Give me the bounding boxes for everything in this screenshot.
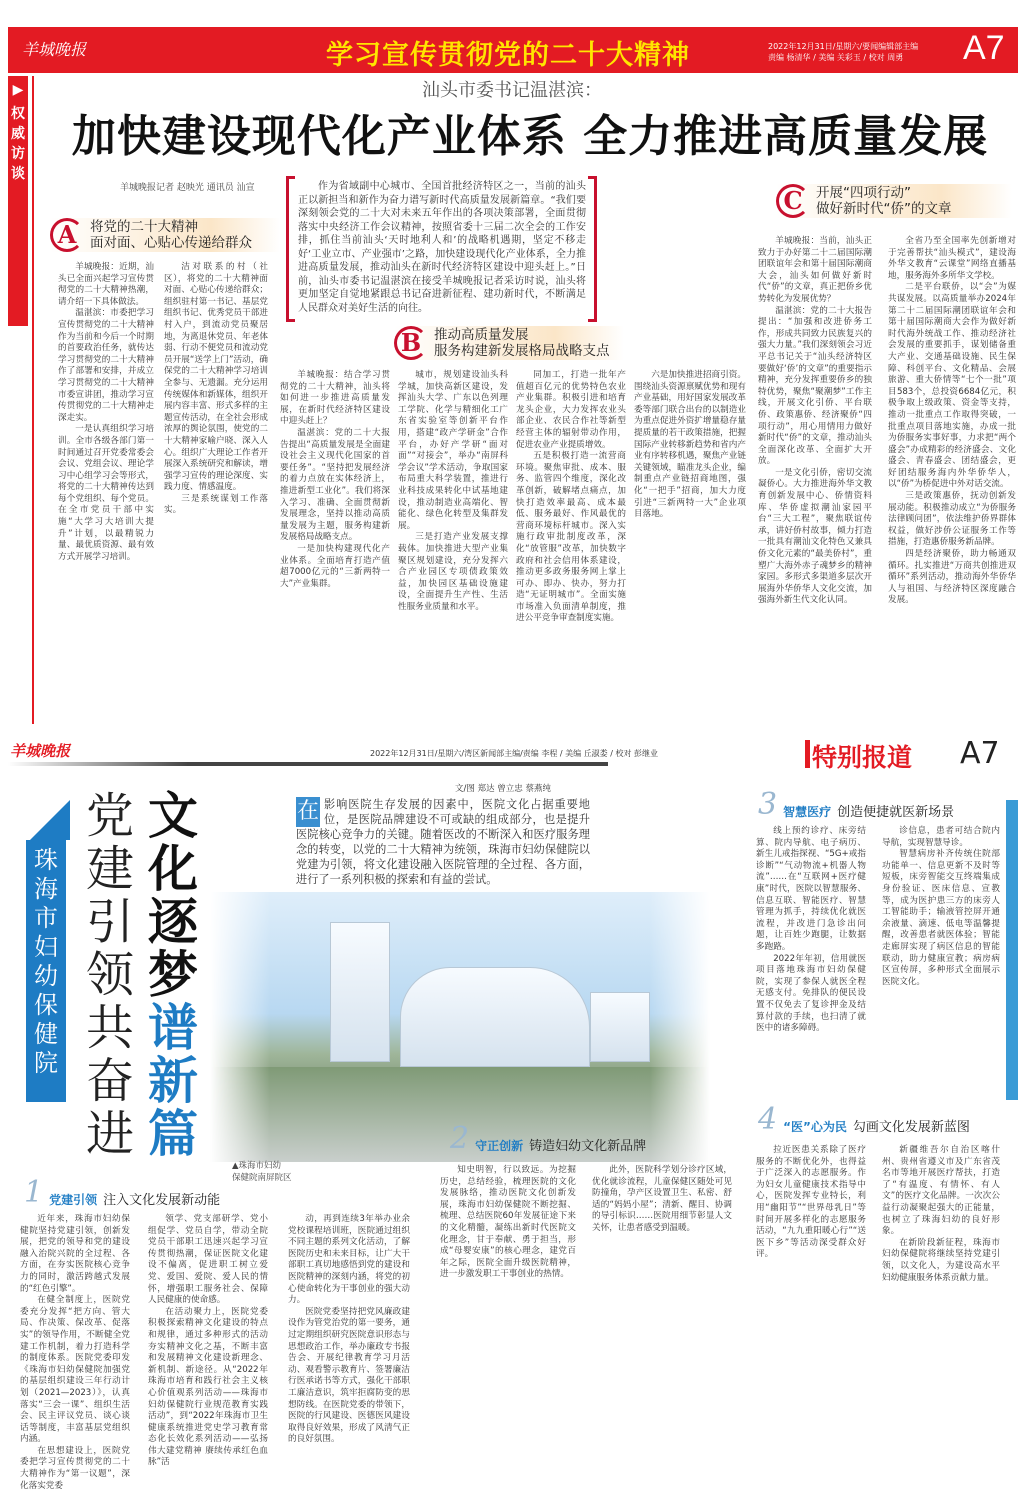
drop-cap: 在 xyxy=(296,797,320,827)
section-letter: C xyxy=(776,184,810,218)
byline: 羊城晚报记者 赵映光 通讯员 汕宣 xyxy=(120,183,255,193)
feature-subtitle: 党建引领共奋进 xyxy=(85,788,134,1162)
title-black: 文化逐梦 xyxy=(148,787,198,1004)
paragraph: 近年来，珠海市妇幼保健院坚持党建引领，创新发展，把党的领导和党的建设融入治院兴院的全过程、各方面，在夯实医院核心竞争力的同时，激活跨越式发展的“红色引擎”。 xyxy=(20,1214,130,1294)
article-column xyxy=(758,236,872,724)
section-b-header xyxy=(394,326,624,360)
article-column xyxy=(58,262,154,724)
page-number: A7 xyxy=(960,736,1000,771)
section-subtitle: 做好新时代“侨”的文章 xyxy=(816,201,952,217)
section-banner xyxy=(8,27,1018,73)
article-column xyxy=(288,1214,410,1445)
banner-title: 学习宣传贯彻党的二十大精神 xyxy=(326,40,690,71)
divider xyxy=(8,762,608,766)
paragraph: 羊城晚报：近期，汕头已全面兴起学习宣传贯彻党的二十大精神热潮，请介绍一下具体做法。 xyxy=(58,262,154,307)
paragraph: 诊信息，患者可结合院内导航，实现智慧导诊。 xyxy=(882,826,1000,848)
section-letter: A xyxy=(50,218,84,252)
section-a-header xyxy=(50,218,280,252)
section-title: 铸造妇幼文化新品牌 xyxy=(529,1139,647,1154)
article-column xyxy=(280,370,390,725)
byline: 文/图 郑达 曾立忠 蔡燕纯 xyxy=(455,784,551,794)
issue-info: 2022年12月31日/星期六/湾区新闻部主编/责编 李程 / 美编 丘淑娄 / 校对 彭继业 xyxy=(370,749,658,758)
paragraph: 三是打造产业发展支撑载体。加快推进大型产业集聚区规划建设，充分发挥六合产业园区专项债政策效益，加快园区基础设施建设，全面提升生产性、生活性服务业质量和水平。 xyxy=(398,532,508,612)
section-number: 2 xyxy=(450,1121,470,1156)
title-blue: 谱新篇 xyxy=(148,999,198,1163)
paragraph: 拉近医患关系除了医疗服务的不断优化外，也得益于广泛深入的志愿服务。作为妇女儿童健康技术指导中心，医院发挥专业特长，利用“幽阳节”“世界母乳日”等时间开展多样化的志愿服务活动，“九九重阳暖心行”“送医下乡”等活动深受群众好评。 xyxy=(756,1145,866,1260)
play-icon: ▶ xyxy=(12,82,24,98)
paragraph: 三是系统谋划工作落实。 xyxy=(164,493,268,516)
paragraph: 温湛滨：党的二十大报告提出：“加强和改进侨务工作，形成共同致力民族复兴的强大力量。”我们深刻领会习近平总书记关于“汕头经济特区要做好‘侨’的文章”的重要指示精神，充分发挥重要侨乡的独特优势，聚焦“聚潮梦”工作主线，开展文化引侨、平台联侨、政策惠侨、经济聚侨“四项行动”，用心用情用力做好新时代“侨”的文章，推动汕头全面深化改革、全面扩大开放。 xyxy=(758,305,872,467)
lead-paragraph xyxy=(296,797,590,887)
paragraph: 知史明智，行以致远。为挖掘历史，总结经验，梳理医院的文化发展脉络，推动医院文化创新发展，珠海市妇幼保健院不断挖掘、梳理、总结医院60年发展征途下来的文化精髓，凝练出新时代医院文化理念，甘于奉献、勇于担当，形成“母婴安康”的核心理念，建党百年之际，医院全面升级医院精神，进一步激发职工干事创业的热情。 xyxy=(440,1165,576,1280)
feature-title xyxy=(142,787,204,1163)
article-column xyxy=(756,1145,866,1442)
section-subtitle: 面对面、心贴心传递给群众 xyxy=(90,235,252,251)
page-number: A7 xyxy=(963,29,1005,67)
organization-label: 珠海市妇幼保健院 xyxy=(26,840,66,1102)
article-column xyxy=(516,370,626,725)
section-3-header xyxy=(758,787,955,822)
paragraph: 五是积极打造一流营商环境。聚焦审批、成本、服务、监管四个维度，深化改革创新，破解堵点痛点，加快打造效率最高、成本最低、服务最好、作风最优的营商环境标杆城市。深入实施行政审批制度改革，深化“放管服”改革，加快数字政府和社会信用体系建设，推动更多政务服务网上掌上可办、即办、快办，努力打造“无证明城市”。全面实施市场准入负面清单制度，推进公平竞争审查制度实施。 xyxy=(516,451,626,624)
paragraph: 全省乃至全国率先创新增对于完善帮扶“汕头模式”，建设海外华文教育“云课堂”网络直播基地，服务海外多所华文学校。 xyxy=(888,236,1016,281)
paragraph: 温湛滨：党的二十大报告提出“高质量发展是全面建设社会主义现代化国家的首要任务”。“坚持把发展经济的着力点放在实体经济上，推进新型工业化”。我们将深入学习、准确、全面贯彻新发展理念，坚持以推动高质量发展为主题，服务构建新发展格局战略支点。 xyxy=(280,427,390,543)
decor-bar xyxy=(1006,800,1018,1100)
intro-bracket-right xyxy=(588,176,597,322)
paragraph: 羊城晚报：结合学习贯彻党的二十大精神，汕头将如何进一步推进高质量发展，在新时代经济特区建设中迎头赶上？ xyxy=(280,370,390,427)
paragraph: 线上预约诊疗、床旁结算、院内导航、电子病历、新生儿戒指探视、“5G+戒指诊断”“气动物流+机器人物流”……在“互联网+医疗健康”时代，医院以智慧服务、信息互联、智能医疗、智慧管理为抓手，持续优化就医流程，并改进门急诊出问题，让百姓少跑腿，让数据多跑路。 xyxy=(756,826,866,952)
section-keyword: 守正创新 xyxy=(475,1139,524,1153)
article-column xyxy=(592,1165,732,1442)
column-tag xyxy=(8,76,28,326)
article-column xyxy=(164,262,268,724)
decor-triangle xyxy=(30,800,70,840)
newspaper-logo: 羊城晚报 xyxy=(10,742,71,760)
section-number: 3 xyxy=(758,787,778,822)
paragraph: 在活动聚力上，医院党委积极探索精神文化建设的特点和规律，通过多种形式的活动夯实精神文化之基，不断丰富和发展精神文化建设新理念、新机制、新途径。从“2022年珠海市培育和践行社会主义核心价值观系列活动——珠海市妇幼保健院行业规范教育实践活动”，到“2022年珠海市卫生健康系统推进党史学习教育常态化长效化系列活动——弘扬伟大建党精神 赓续传承红色血脉”活 xyxy=(148,1306,268,1468)
article-column xyxy=(882,826,1000,1091)
paragraph: 六是加快推进招商引资。围绕汕头资源禀赋优势和现有产业基础，用好国家发展改革委等部门联合出台的以制造业为重点促进外资扩增量稳存量提质量的若干政策措施，把握国际产业转移新趋势和省内产业有序转移机遇，聚焦产业链关键领域，瞄准龙头企业，编制重点产业链招商地图，强化“一把手”招商，加大力度引进“三新两特一大”企业项目落地。 xyxy=(634,370,746,520)
editor-line: 责编 杨清华 / 美编 关彩玉 / 校对 周勇 xyxy=(768,53,904,62)
section-4-header xyxy=(758,1102,970,1137)
paragraph: 城市，规划建设汕头科学城，加快高新区建设，发挥汕头大学、广东以色列理工学院、化学与精细化工广东省实验室等创新平台作用，搭建“政产学研金”合作平台，办好产学研“面对面”“对接会”，举办“南屏科学会议”学术活动，争取国家布局重大科学装置，推进行业科技成果转化中试基地建设，推动制造业高端化、智能化、绿色化转型及集群发展。 xyxy=(398,370,508,531)
photo-caption xyxy=(232,1160,292,1184)
article-column xyxy=(20,1214,130,1491)
divider xyxy=(32,76,34,724)
intro-bracket-left xyxy=(286,176,295,322)
paragraph: 洁对联系的村（社区），将党的二十大精神面对面、心贴心传递给群众；组织驻村第一书记、基层党组织书记、优秀党员干部进村入户，到流动党员聚居地，为离退休党员、年老体弱、行动不便党员和流动党员开展“送学上门”活动，确保党的二十大精神学习培训全参与、无遗漏。充分运用传统媒体和新媒体，组织开展内容丰富、形式多样的主题宣传活动，在全社会形成浓厚的舆论氛围，使党的二十大精神家喻户晓、深入人心。组织广大理论工作者开展深入系统研究和解读，增强学习宣传的理论深度、实践力度、情感温度。 xyxy=(164,262,268,493)
section-subtitle: 服务构建新发展格局战略支点 xyxy=(434,343,610,359)
lead-text: 影响医院生存发展的因素中，医院文化占据重要地位，是医院品牌建设不可或缺的组成部分，也是提升医院核心竞争力的关键。随着医改的不断深入和医疗服务理念的转变，以党的二十大精神为统领，珠海市妇幼保健院以党建为引领，将文化建设融入医院管理的全过程、各方面，进行了一系列积极的探索和有益的尝试。 xyxy=(296,798,590,886)
article-column xyxy=(882,1145,1000,1442)
caption-line: 保健院南屏院区 xyxy=(232,1173,292,1183)
paragraph: 在思想建设上，医院党委把学习宣传贯彻党的二十大精神作为“第一议题”，深化落实党委 xyxy=(20,1445,130,1491)
article-column xyxy=(148,1214,268,1468)
date-line: 2022年12月31日/星期六/要闻编辑部主编 xyxy=(768,42,919,51)
section-title: 将党的二十大精神 xyxy=(90,219,198,235)
section-2-header xyxy=(450,1121,647,1156)
article-column xyxy=(440,1165,576,1442)
paragraph: 羊城晚报：当前，汕头正致力于办好第二十二届国际潮团联谊年会和第十届国际潮商大会，汕头如何做好新时代“侨”的文章，真正把侨乡优势转化为发展优势？ xyxy=(758,236,872,304)
section-title: 勾画文化发展新蓝图 xyxy=(852,1120,970,1135)
headline: 加快建设现代化产业体系 全力推进高质量发展 xyxy=(71,111,989,162)
intro-text: 作为省域副中心城市、全国首批经济特区之一，当前的汕头正以新担当和新作为奋力谱写新时代高质量发展新篇章。“我们要深刻领会党的二十大对未来五年作出的各项决策部署，全面贯彻落实中央经济工作会议精神，按照省委十三届二次全会的工作安排，抓住当前汕头‘天时地利人和’的战略机遇期，坚定不移走好‘工业立市、产业强市’之路，加快建设现代化产业体系，全力推进高质量发展，推动汕头在新时代经济特区建设中迎头赶上。”日前，汕头市委书记温湛滨在接受羊城晚报记者采访时说，汕头将更加坚定自觉地紧跟总书记奋进新征程、建功新时代，不断满足人民群众对美好生活的向往。 xyxy=(298,181,586,314)
paragraph: 医院党委坚持把党风廉政建设作为管党治党的第一要务，通过定期组织研究医院意识形态与思想政治工作，举办廉政专书报告会、开展纪律教育学习月活动、观看警示教育片、签署廉洁行医承诺书等方式，强化干部职工廉洁意识，筑牢拒腐防变的思想防线。在医院党委的带领下，医院的行风建设、医德医风建设取得良好效果，形成了风清气正的良好氛围。 xyxy=(288,1306,410,1445)
section-keyword: “医”心为民 xyxy=(783,1120,847,1134)
section-keyword: 党建引领 xyxy=(49,1193,98,1207)
paragraph: 同加工，打造一批年产值超百亿元的优势特色农业产业集群。积极引进和培育龙头企业，大力发挥农业头部企业、农民合作社等新型经营主体的辐射带动作用，促进农业产业提质增效。 xyxy=(516,370,626,450)
paragraph: 此外，医院科学划分诊疗区域，优化就诊流程，儿童保健区随处可见防撞角，孕产区设置卫生、私密、舒适的“妈妈小屋”；清新、醒目、协调的导引标识……医院用细节彰显人文关怀，让患者感受到温暖。 xyxy=(592,1165,732,1233)
column-tag-label: 权威访谈 xyxy=(11,106,25,182)
paragraph: 在新阶段新征程，珠海市妇幼保健院将继续坚持党建引领，以文化人，为建设高水平妇幼健康服务体系贡献力量。 xyxy=(882,1237,1000,1283)
paragraph: 一是文化引侨，密切交流凝侨心。大力推进海外华文教育创新发展中心、侨情资料库、华侨虚拟潮汕家园平台“三大工程”，聚焦联谊传承，讲好侨村故事，倾力打造一批具有潮汕文化特色又兼具侨文化元素的“最美侨村”，重塑广大海外赤子魂梦乡的精神家园。多形式多渠道多层次开展海外华侨华人文化交流，加强海外新生代文化认同。 xyxy=(758,467,872,606)
article-column xyxy=(398,370,508,725)
paragraph: 动，再到连续3年举办业余党校课程培训班，医院通过组织不同主题的系列文化活动，了解医院历史和未来目标，让广大干部职工真切地感悟到党的建设和医院精神的深刻内涵，将党的初心使命转化为干事创业的强大动力。 xyxy=(288,1214,410,1306)
section-label: 特别报道 xyxy=(812,743,913,772)
paragraph: 在健全制度上，医院党委充分发挥“把方向、管大局、作决策、保改革、促落实”的领导作用，不断健全党建工作机制，着力打造科学的制度体系。医院党委印发《珠海市妇幼保健院加强党的基层组织建设三年行动计划（2021—2023）》，认真落实“三会一课”、组织生活会、民主评议党员、谈心谈话等制度，丰富基层党组织内涵。 xyxy=(20,1295,130,1445)
paragraph: 三是政策惠侨，抚动创新发展动能。积极推动成立“为侨服务法律顾问团”，依法维护侨界群体权益，做好涉侨公证服务工作等措施，打造惠侨服务新品牌。 xyxy=(888,491,1016,548)
section-c-header xyxy=(776,184,1012,218)
paragraph: 二是平台联侨，以“会”为媒共谋发展。以高质量举办2024年第二十二届国际潮团联谊年会和第十届国际潮商大会作为做好新时代海外统战工作、推动经济社会发展的重要抓手，谋划储备重大产业、交通基础设施、民生保障、科创平台、文化精品、会展旅游、重大侨情等“七个一批”项目583个，总投资6684亿元，积极争取上级政策、资金等支持，推动一批重点工作取得突破，一批重点项目落地实施，办成一批为侨服务实事好事，力求把“两个盛会”办成精彩的经济盛会、文化盛会、青春盛会、团结盛会，更好团结服务海内外华侨华人，以“侨”为桥促进中外对话交流。 xyxy=(888,282,1016,490)
article-column xyxy=(634,370,746,725)
article-column xyxy=(888,236,1016,724)
paragraph: 智慧病房补齐传统住院部功能单一、信息更新不及时等短板，床旁智能交互终端集成身份验证、医床信息、宣教等，成为医护患三方的床旁人工智能助手；输液管控屏开通余液量、滴速、低电等温馨提醒，改善患者就医体验；智能走廊屏实现了病区信息的智能联动，助力健康宣教；病房病区宣传屏，多种形式全面展示医院文化。 xyxy=(882,849,1000,987)
paragraph: 一是加快构建现代化产业体系。全面培育打造产值超7000亿元的“三新两特一大”产业集群。 xyxy=(280,543,390,589)
paragraph: 一是认真组织学习培训。全市各级各部门第一时间通过召开党委常委会会议、党组会议、理论学习中心组学习会等形式，将党的二十大精神传达到每个党组织、每个党员。在全市党员干部中实施“大学习大培训大提升”计划，以最精锐力量、最优质资源、最有效方式开展学习培训。 xyxy=(58,424,154,562)
section-keyword: 智慧医疗 xyxy=(783,805,832,819)
accent-bar xyxy=(805,740,810,768)
section-title: 开展“四项行动” xyxy=(816,185,911,201)
kicker: 汕头市委书记温湛滨： xyxy=(422,80,602,101)
issue-info xyxy=(768,41,953,63)
caption-line: ▲珠海市妇幼 xyxy=(232,1161,282,1171)
paragraph: 新疆维吾尔自治区喀什州、贵州省遵义市及广东省茂名市等地开展医疗帮扶，打造了“有温度、有情怀、有人文”的医疗文化品牌。一次次公益行动凝聚起强大的正能量，也树立了珠海妇幼的良好形象。 xyxy=(882,1145,1000,1237)
section-title: 注入文化发展新动能 xyxy=(103,1193,221,1208)
paragraph: 领学、党支部研学、党小组促学、党员自学，带动全院党员干部职工迅速兴起学习宣传贯彻热潮，保证医院文化建设不偏离，促进职工树立爱党、爱国、爱院、爱人民的情怀，增强职工服务社会、保障人民健康的使命感。 xyxy=(148,1214,268,1306)
section-title: 创造便捷就医新场景 xyxy=(837,805,955,820)
section-number: 4 xyxy=(758,1102,778,1137)
section-1-header xyxy=(24,1175,221,1210)
section-number: 1 xyxy=(24,1175,44,1210)
newspaper-logo: 羊城晚报 xyxy=(22,40,87,59)
article-column xyxy=(756,826,866,1091)
section-title: 推动高质量发展 xyxy=(434,327,529,343)
paragraph: 2022年年初，信用就医项目落地珠海市妇幼保健院，实现了参保人就医全程无感支付。免排队的便民设置不仅免去了复诊押金及结算付款的手续，也扫清了就医中的诸多障碍。 xyxy=(756,953,866,1034)
paragraph: 四是经济聚侨，助力畅通双循环。扎实推进“万商共创推进双循环”系列活动，推动海外华侨华人与祖国、与经济特区深度融合发展。 xyxy=(888,549,1016,606)
paragraph: 温湛滨：市委把学习宣传贯彻党的二十大精神作为当前和今后一个时期的首要政治任务，就传达学习贯彻党的二十大精神作了部署和安排，并成立学习贯彻党的二十大精神市委宣讲团，推动学习宣传贯彻党的二十大精神走深走实。 xyxy=(58,308,154,423)
section-letter: B xyxy=(394,326,428,360)
